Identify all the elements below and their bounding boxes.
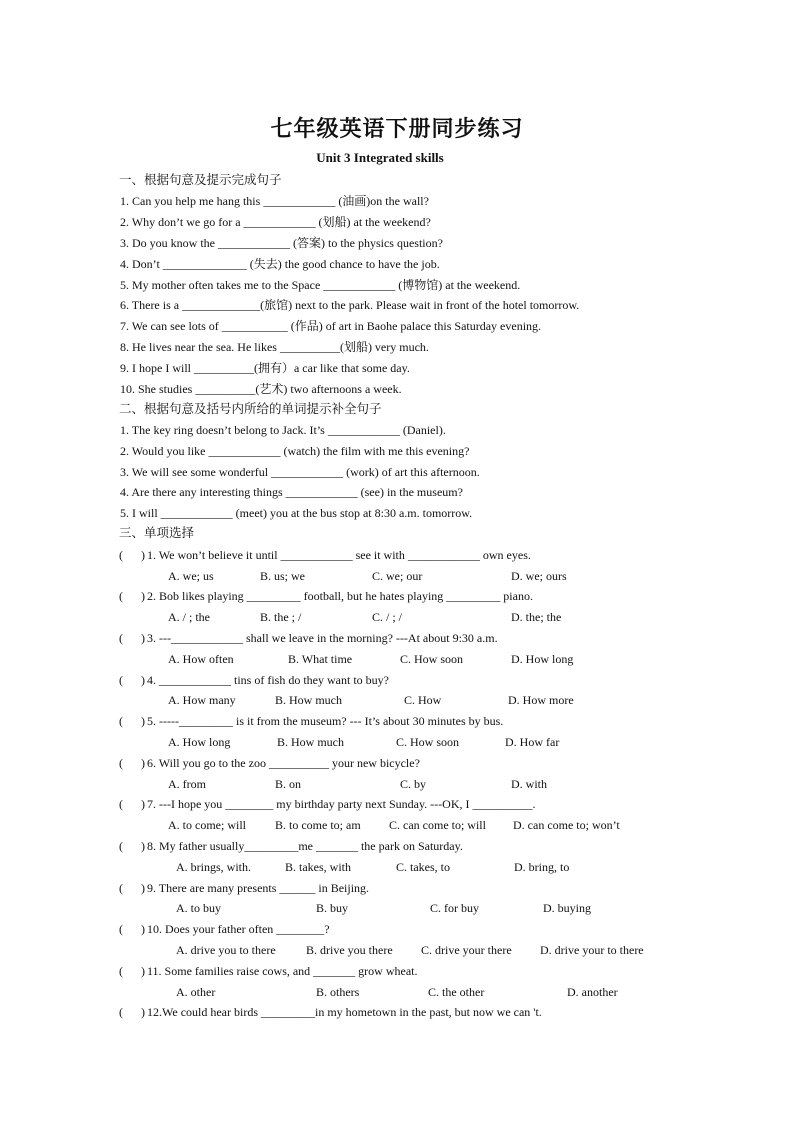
question-text: 12.We could hear birds _________in my hometown in the past, but now we can 't. (147, 1005, 542, 1019)
option-d: D. with (511, 777, 547, 791)
answer-paren: ( ) (119, 589, 145, 603)
option-a: A. drive you to there (176, 943, 276, 957)
section-3-heading: 三、单项选择 (119, 525, 195, 540)
option-b: B. buy (316, 901, 349, 915)
s1-item-3: 3. Do you know the ____________ (答案) to the physics question? (120, 236, 443, 250)
answer-paren: ( ) (119, 548, 145, 562)
option-a: A. to buy (176, 901, 221, 915)
option-d: D. drive your to there (540, 943, 644, 957)
answer-paren: ( ) (119, 797, 145, 811)
option-c: C. we; our (372, 569, 423, 583)
answer-paren: ( ) (119, 756, 145, 770)
option-c: C. takes, to (396, 860, 450, 874)
s1-item-2: 2. Why don’t we go for a ____________ (划船) at the weekend? (120, 215, 431, 229)
option-a: A. How long (168, 735, 231, 749)
section-1-heading: 一、根据句意及提示完成句子 (119, 172, 282, 187)
option-b: B. to come to; am (275, 818, 361, 832)
option-b: B. on (275, 777, 302, 791)
option-b: B. us; we (260, 569, 305, 583)
option-c: C. / ; / (372, 610, 403, 624)
s1-item-6: 6. There is a _____________(旅馆) next to the park. Please wait in front of the hotel tomorrow. (120, 298, 580, 312)
option-b: B. others (316, 985, 360, 999)
answer-paren: ( ) (119, 839, 145, 853)
s1-item-10: 10. She studies __________(艺术) two afternoons a week. (120, 382, 402, 396)
s2-item-4: 4. Are there any interesting things ____________ (see) in the museum? (120, 485, 463, 499)
option-d: D. How far (505, 735, 560, 749)
option-d: D. we; ours (511, 569, 567, 583)
s2-item-2: 2. Would you like ____________ (watch) the film with me this evening? (120, 444, 470, 458)
s2-item-3: 3. We will see some wonderful ____________ (work) of art this afternoon. (120, 465, 480, 479)
option-c: C. How (404, 693, 442, 707)
answer-paren: ( ) (119, 673, 145, 687)
question-text: 7. ---I hope you ________ my birthday party next Sunday. ---OK, I __________. (147, 797, 536, 811)
question-text: 8. My father usually_________me _______ the park on Saturday. (147, 839, 463, 853)
option-b: B. drive you there (306, 943, 393, 957)
option-a: A. / ; the (168, 610, 210, 624)
option-a: A. we; us (168, 569, 214, 583)
option-d: D. How long (511, 652, 574, 666)
option-d: D. How more (508, 693, 574, 707)
option-a: A. to come; will (168, 818, 246, 832)
option-a: A. How often (168, 652, 234, 666)
option-d: D. bring, to (514, 860, 570, 874)
question-text: 3. ---____________ shall we leave in the morning? ---At about 9:30 a.m. (147, 631, 498, 645)
s1-item-5: 5. My mother often takes me to the Space ____________ (博物馆) at the weekend. (120, 278, 521, 292)
question-text: 1. We won’t believe it until ____________ see it with ____________ own eyes. (147, 548, 531, 562)
option-b: B. the ; / (260, 610, 302, 624)
option-c: C. the other (428, 985, 485, 999)
option-c: C. by (400, 777, 427, 791)
question-text: 9. There are many presents ______ in Beijing. (147, 881, 370, 895)
option-b: B. How much (275, 693, 342, 707)
answer-paren: ( ) (119, 964, 145, 978)
option-c: C. How soon (396, 735, 460, 749)
answer-paren: ( ) (119, 714, 145, 728)
option-d: D. another (567, 985, 618, 999)
s1-item-7: 7. We can see lots of ___________ (作品) of art in Baohe palace this Saturday evening. (120, 319, 542, 333)
option-d: D. can come to; won’t (513, 818, 620, 832)
s1-item-9: 9. I hope I will __________(拥有）a car like that some day. (120, 361, 410, 375)
unit-subtitle: Unit 3 Integrated skills (316, 150, 444, 165)
s1-item-8: 8. He lives near the sea. He likes __________(划船) very much. (120, 340, 429, 354)
page-title: 七年级英语下册同步练习 (270, 116, 524, 142)
s2-item-5: 5. I will ____________ (meet) you at the bus stop at 8:30 a.m. tomorrow. (120, 506, 473, 520)
option-d: D. the; the (511, 610, 562, 624)
answer-paren: ( ) (119, 631, 145, 645)
answer-paren: ( ) (119, 922, 145, 936)
option-c: C. can come to; will (389, 818, 486, 832)
option-b: B. What time (288, 652, 353, 666)
question-text: 10. Does your father often ________? (147, 922, 330, 936)
option-a: A. How many (168, 693, 236, 707)
question-text: 11. Some families raise cows, and _______ grow wheat. (147, 964, 418, 978)
answer-paren: ( ) (119, 881, 145, 895)
section-2-heading: 二、根据句意及括号内所给的单词提示补全句子 (119, 401, 382, 416)
option-c: C. How soon (400, 652, 464, 666)
option-b: B. takes, with (285, 860, 351, 874)
option-d: D. buying (543, 901, 591, 915)
s1-item-4: 4. Don’t ______________ (失去) the good chance to have the job. (120, 257, 440, 271)
answer-paren: ( ) (119, 1005, 145, 1019)
option-a: A. other (176, 985, 216, 999)
option-a: A. from (168, 777, 206, 791)
question-text: 4. ____________ tins of fish do they want to buy? (147, 673, 389, 687)
option-b: B. How much (277, 735, 344, 749)
option-c: C. for buy (430, 901, 479, 915)
option-a: A. brings, with. (176, 860, 251, 874)
s1-item-1: 1. Can you help me hang this ____________ (油画)on the wall? (120, 194, 429, 208)
s2-item-1: 1. The key ring doesn’t belong to Jack. It’s ____________ (Daniel). (120, 423, 446, 437)
question-text: 2. Bob likes playing _________ football, but he hates playing _________ piano. (147, 589, 533, 603)
option-c: C. drive your there (421, 943, 512, 957)
question-text: 6. Will you go to the zoo __________ your new bicycle? (147, 756, 420, 770)
question-text: 5. -----_________ is it from the museum? --- It’s about 30 minutes by bus. (147, 714, 504, 728)
